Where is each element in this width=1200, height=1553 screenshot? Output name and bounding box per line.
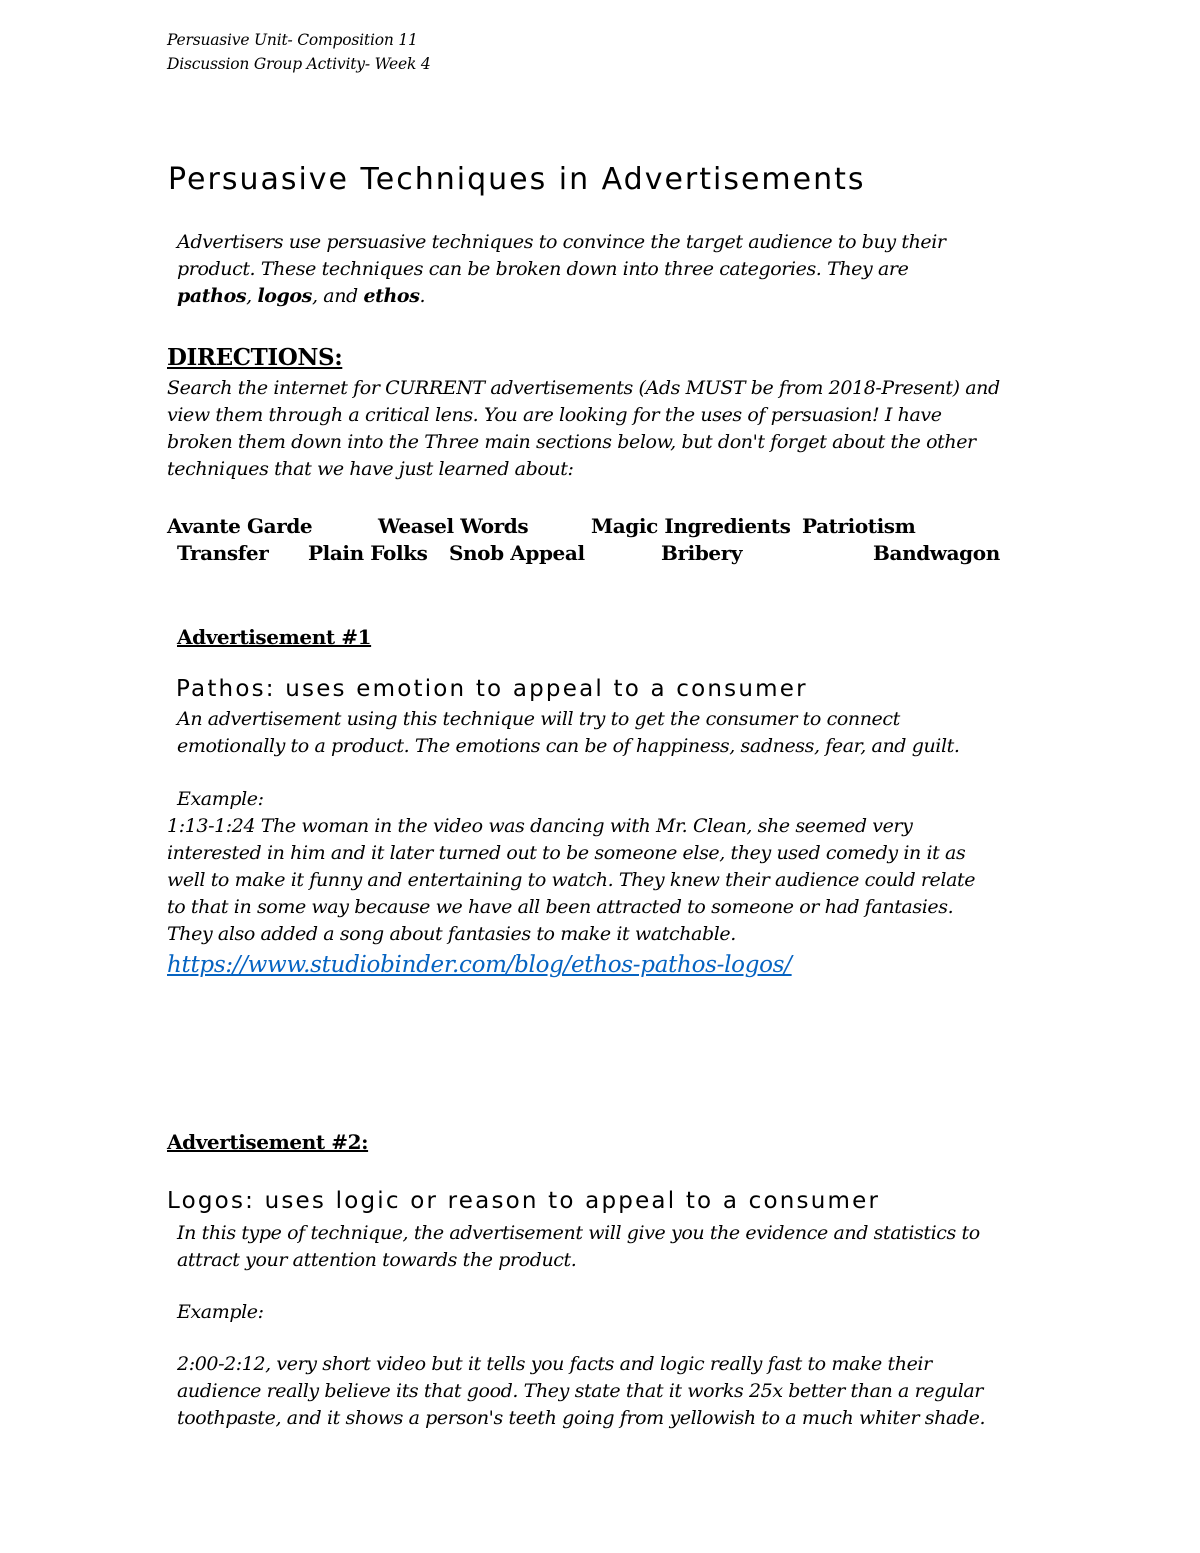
ad1-example-line: interested in him and it later turned out to be someone else, they used comedy in it as: [167, 842, 966, 864]
technique-bandwagon: Bandwagon: [873, 541, 1000, 565]
technique-weasel-words: Weasel Words: [378, 514, 529, 538]
ad1-example-line: 1:13-1:24 The woman in the video was dancing with Mr. Clean, she seemed very: [167, 815, 913, 837]
header-course: Persuasive Unit- Composition 11: [167, 31, 418, 49]
directions-heading: DIRECTIONS:: [167, 344, 343, 371]
directions-line: techniques that we have just learned about:: [167, 458, 574, 480]
ad1-reference-link[interactable]: https://www.studiobinder.com/blog/ethos-pathos-logos/: [167, 952, 792, 978]
ad2-example-text: [177, 1351, 985, 1432]
ad1-example-text: [167, 813, 975, 948]
ad2-desc-line: attract your attention towards the product.: [177, 1249, 577, 1271]
term-ethos: ethos: [363, 285, 420, 307]
ad1-example-line: They also added a song about fantasies to make it watchable.: [167, 923, 736, 945]
ad2-example-label: Example:: [177, 1301, 264, 1323]
ad2-subtitle: Logos: uses logic or reason to appeal to a consumer: [167, 1188, 881, 1214]
term-pathos: pathos: [177, 285, 247, 307]
ad1-heading: Advertisement #1: [177, 625, 372, 649]
directions-line: broken them down into the Three main sections below, but don't forget about the other: [167, 431, 976, 453]
term-logos: logos: [257, 285, 312, 307]
ad1-description: [177, 706, 960, 760]
intro-line: Advertisers use persuasive techniques to convince the target audience to buy their: [177, 231, 946, 253]
ad1-desc-line: An advertisement using this technique will try to get the consumer to connect: [177, 708, 900, 730]
technique-snob-appeal: Snob Appeal: [449, 541, 585, 565]
ad2-description: [177, 1220, 980, 1274]
intro-terms: pathos, logos, and ethos.: [177, 285, 426, 307]
ad1-example-label: Example:: [177, 788, 264, 810]
ad1-example-line: well to make it funny and entertaining to watch. They knew their audience could relate: [167, 869, 976, 891]
directions-line: view them through a critical lens. You are looking for the uses of persuasion! I have: [167, 404, 942, 426]
ad2-heading: Advertisement #2:: [167, 1130, 369, 1154]
ad1-subtitle: Pathos: uses emotion to appeal to a consumer: [176, 676, 808, 702]
technique-avante-garde: Avante Garde: [167, 514, 313, 538]
ad2-desc-line: In this type of technique, the advertisement will give you the evidence and statistics to: [177, 1222, 980, 1244]
ad2-example-line: audience really believe its that good. They state that it works 25x better than a regular: [177, 1380, 983, 1402]
ad1-desc-line: emotionally to a product. The emotions can be of happiness, sadness, fear, and guilt.: [177, 735, 960, 757]
ad2-example-line: toothpaste, and it shows a person's teeth going from yellowish to a much whiter shade.: [177, 1407, 986, 1429]
intro-paragraph: [177, 229, 946, 310]
ad1-example-line: to that in some way because we have all been attracted to someone or had fantasies.: [167, 896, 954, 918]
directions-line: Search the internet for CURRENT advertisements (Ads MUST be from 2018-Present) and: [167, 377, 1000, 399]
header-activity: Discussion Group Activity- Week 4: [167, 55, 431, 73]
technique-patriotism: Patriotism: [802, 514, 916, 538]
page-title: Persuasive Techniques in Advertisements: [168, 162, 866, 197]
directions-text: [167, 375, 1000, 483]
technique-plain-folks: Plain Folks: [308, 541, 428, 565]
intro-line: product. These techniques can be broken down into three categories. They are: [177, 258, 909, 280]
technique-bribery: Bribery: [661, 541, 743, 565]
technique-transfer: Transfer: [177, 541, 269, 565]
ad2-example-line: 2:00-2:12, very short video but it tells you facts and logic really fast to make their: [177, 1353, 932, 1375]
technique-magic-ingredients: Magic Ingredients: [591, 514, 791, 538]
